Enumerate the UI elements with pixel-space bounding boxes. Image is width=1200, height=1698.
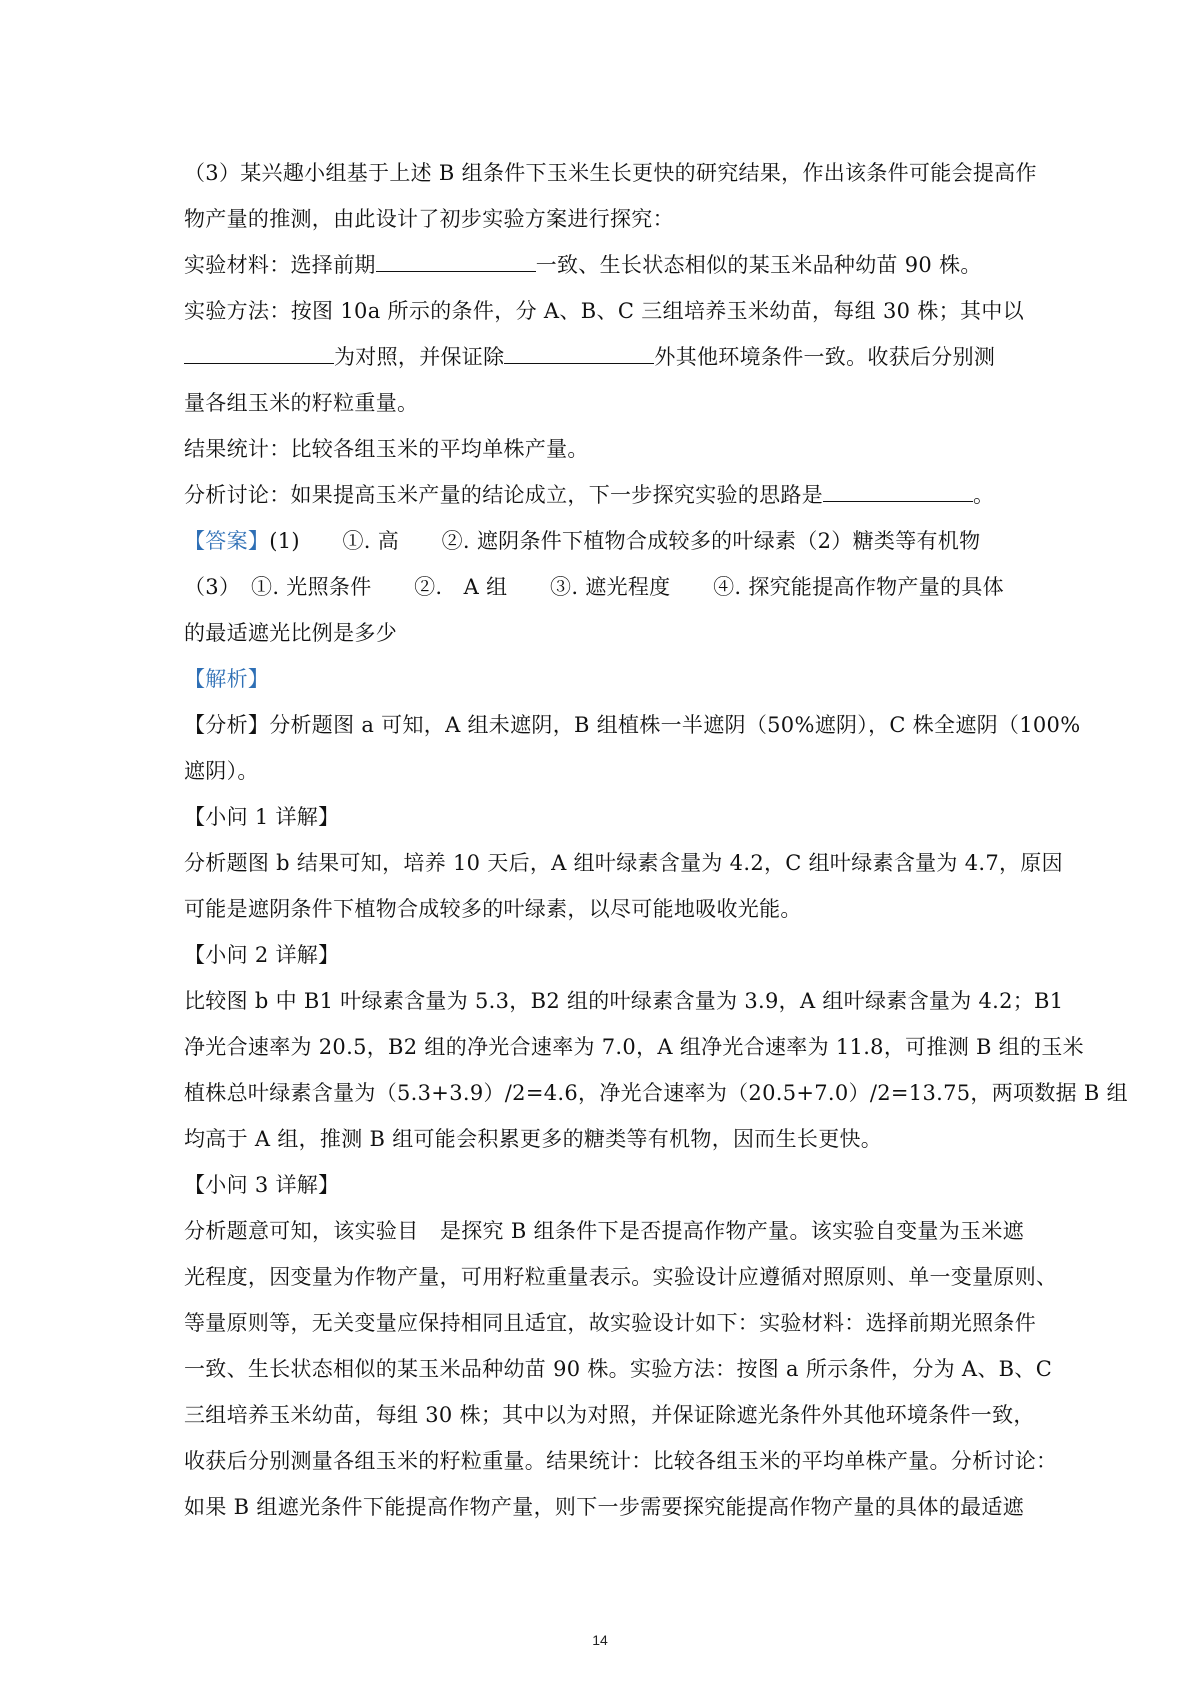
method-line-3: 量各组玉米的籽粒重量。 — [184, 391, 419, 415]
answer-line-1 — [184, 518, 1024, 564]
subquestion-2-line-3: 植株总叶绿素含量为（5.3+3.9）/2=4.6，净光合速率为（20.5+7.0）/2=13.75，两项数据 B 组 — [184, 1081, 1128, 1105]
analysis-line-1: 【分析】分析题图 a 可知，A 组未遮阴，B 组植株一半遮阴（50%遮阴），C 株全遮阴（100% — [184, 713, 1081, 737]
subquestion-3-line-6: 收获后分别测量各组玉米的籽粒重量。结果统计：比较各组玉米的平均单株产量。分析讨论： — [184, 1449, 1058, 1473]
subquestion-2-line-2: 净光合速率为 20.5，B2 组的净光合速率为 7.0，A 组净光合速率为 11.8，可推测 B 组的玉米 — [184, 1035, 1084, 1059]
method-line-1: 实验方法：按图 10a 所示的条件，分 A、B、C 三组培养玉米幼苗，每组 30 株；其中以 — [184, 299, 1024, 323]
discussion-line — [184, 472, 1024, 518]
method-mid-2: 外其他环境条件一致。收获后分别测 — [654, 345, 996, 369]
subquestion-3-line-7: 如果 B 组遮光条件下能提高作物产量，则下一步需要探究能提高作物产量的具体的最适遮 — [184, 1495, 1024, 1519]
subquestion-3-line-2: 光程度，因变量为作物产量，可用籽粒重量表示。实验设计应遵循对照原则、单一变量原则、 — [184, 1265, 1058, 1289]
subquestion-3-line-3: 等量原则等，无关变量应保持相同且适宜，故实验设计如下：实验材料：选择前期光照条件 — [184, 1311, 1036, 1335]
analysis-line-2: 遮阴）。 — [184, 759, 259, 783]
page-number: 14 — [592, 1632, 608, 1648]
answer-line-1-text: (1) ①. 高 ②. 遮阴条件下植物合成较多的叶绿素（2）糖类等有机物 — [269, 529, 981, 553]
page-content — [184, 150, 1128, 1530]
subquestion-1-line-2: 可能是遮阴条件下植物合成较多的叶绿素，以尽可能地吸收光能。 — [184, 897, 802, 921]
subquestion-3-line-4: 一致、生长状态相似的某玉米品种幼苗 90 株。实验方法：按图 a 所示条件，分为 A、B、C — [184, 1357, 1053, 1381]
method-mid-1: 为对照，并保证除 — [334, 345, 505, 369]
answer-label: 【答案】 — [184, 529, 270, 553]
answer-line-2: （3） ①. 光照条件 ②. A 组 ③. 遮光程度 ④. 探究能提高作物产量的具体 — [184, 575, 1004, 599]
subquestion-1-line-1: 分析题图 b 结果可知，培养 10 天后，A 组叶绿素含量为 4.2，C 组叶绿素含量为 4.7，原因 — [184, 851, 1063, 875]
subquestion-1-heading: 【小问 1 详解】 — [184, 805, 340, 829]
materials-suffix: 一致、生长状态相似的某玉米品种幼苗 90 株。 — [535, 253, 982, 277]
subquestion-3-line-1: 分析题意可知，该实验目 是探究 B 组条件下是否提高作物产量。该实验自变量为玉米遮 — [184, 1219, 1024, 1243]
discussion-blank — [823, 473, 973, 502]
materials-line — [184, 242, 1024, 288]
subquestion-2-heading: 【小问 2 详解】 — [184, 943, 340, 967]
question-3-line-2: 物产量的推测，由此设计了初步实验方案进行探究： — [184, 207, 674, 231]
question-3-line-1: （3）某兴趣小组基于上述 B 组条件下玉米生长更快的研究结果，作出该条件可能会提高作 — [184, 161, 1037, 185]
control-blank — [184, 335, 334, 364]
method-line-2 — [184, 334, 1024, 380]
materials-blank — [376, 243, 536, 272]
subquestion-3-line-5: 三组培养玉米幼苗，每组 30 株；其中以为对照，并保证除遮光条件外其他环境条件一致， — [184, 1403, 1035, 1427]
explanation-label: 【解析】 — [184, 667, 270, 691]
result-line: 结果统计：比较各组玉米的平均单株产量。 — [184, 437, 589, 461]
subquestion-3-heading: 【小问 3 详解】 — [184, 1173, 340, 1197]
answer-line-3: 的最适遮光比例是多少 — [184, 621, 397, 645]
discussion-prefix: 分析讨论：如果提高玉米产量的结论成立，下一步探究实验的思路是 — [184, 483, 823, 507]
discussion-suffix: 。 — [973, 483, 995, 507]
subquestion-2-line-1: 比较图 b 中 B1 叶绿素含量为 5.3，B2 组的叶绿素含量为 3.9，A 组叶绿素含量为 4.2；B1 — [184, 989, 1064, 1013]
variable-blank — [504, 335, 654, 364]
materials-prefix: 实验材料：选择前期 — [184, 253, 376, 277]
subquestion-2-line-4: 均高于 A 组，推测 B 组可能会积累更多的糖类等有机物，因而生长更快。 — [184, 1127, 883, 1151]
